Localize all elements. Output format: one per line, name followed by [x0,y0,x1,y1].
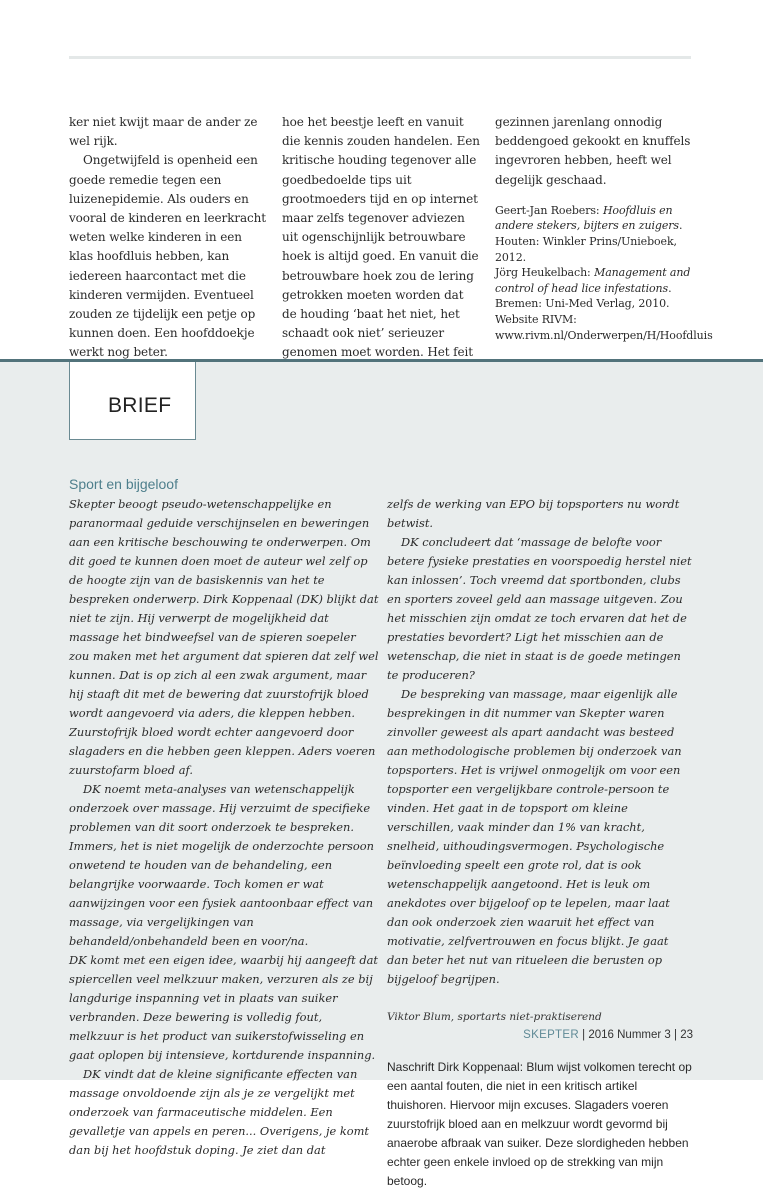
paragraph: De bespreking van massage, maar eigenlijk alle besprekingen in dit nummer van Skepter waren zinvoller geweest als apart aandacht was besteed aan methodologische problemen bij onderzoek van topsporters. Het is vrijwel onmogelijk om voor een topsporter een vergelijkbare controle-persoon te vinden. Het gaat in de topsport om kleine verschillen, vaak minder dan 1% van kracht, snelheid, uithoudingsvermogen. Psychologische beïnvloeding speelt een grote rol, dat is ook wetenschappelijk aangetoond. Het is leuk om anekdotes over bijgeloof op te lepelen, maar laat dan ook onderzoek zien waaruit het effect van motivatie, zelfvertrouwen en focus blijkt. Je gaat dan beter het nut van ritueleen die berusten op bijgeloof begrijpen. [387,687,682,986]
paragraph: DK noemt meta-analyses van wetenschappelijk onderzoek over massage. Hij verzuimt de specifieke problemen van dit soort onderzoek te bespreken. Immers, het is niet mogelijk de onderzochte persoon onwetend te houden van de behandeling, een belangrijke voorwaarde. Toch komen er wat aanwijzingen voor een fysiek aantoonbaar effect van massage, via vergelijkingen van behandeld/onbehandeld been en voor/na. [69,782,374,948]
references [495,203,713,343]
section-label-box [69,362,196,440]
text-column-2 [282,113,481,382]
paragraph: hoe het beestje leeft en vanuit die kennis zouden handelen. Een kritische houding tegenover alle goedbedoelde tips uit grootmoeders tijd en op internet maar zelfs tegenover adviezen uit ogenschijnlijk betrouwbare hoek is altijd goed. En vanuit die betrouwbare hoek zou de lering getrokken moeten worden dat de houding ‘baat het niet, het schaadt ook niet’ serieuzer genomen moet worden. Het feit [282,115,480,360]
top-rule [69,56,691,59]
issue-label: 2016 Nummer 3 [588,1029,671,1041]
paragraph: zelfs de werking van EPO bij topsporters nu wordt betwist. [387,497,680,530]
paragraph: Skepter beoogt pseudo-wetenschappelijke en paranormaal geduide verschijnselen en beweringen aan een kritische beschouwing te onderwerpen. Om dit goed te kunnen doen moet de auteur wel zelf op de hoogte zijn van de basiskennis van het te bespreken onderwerp. Dirk Koppenaal (DK) blijkt dat niet te zijn. Hij verwerpt de mogelijkheid dat massage het bindweefsel van de spieren soepeler zou maken met het argument dat spieren dat zelf wel kunnen. Dat is op zich al een zwak argument, maar hij staaft dit met de bewering dat zuurstofrijk bloed wordt aangevoerd via aders, die kleppen hebben. Zuurstofrijk bloed wordt echter aangevoerd door slagaders en die hebben geen kleppen. Aders voeren zuurstofarm bloed af. [69,497,379,777]
paragraph: Ongetwijfeld is openheid een goede remedie tegen een luizenepidemie. Als ouders en vooral de kinderen en leerkracht weten welke kinderen in een klas hoofdluis hebben, kan iedereen haarcontact met die kinderen vermijden. Eventueel zouden ze tijdelijk een petje op kunnen doen. Een hoofddoekje werkt nog beter. [69,153,267,360]
paragraph: gezinnen jarenlang onnodig beddengoed gekookt en knuffels ingevroren hebben, heeft wel degelijk geschaad. [495,115,691,187]
section-label: BRIEF [108,394,172,417]
reference-item: Geert-Jan Roebers: Hoofdluis en andere stekers, bijters en zuigers. Houten: Winkler Prins/Unieboek, 2012. [495,203,683,264]
page-footer: SKEPTER | 2016 Nummer 3 | 23 [523,1029,693,1041]
paragraph: DK komt met een eigen idee, waarbij hij aangeeft dat spiercellen veel melkzuur maken, verzuren als ze bij langdurige inspanning vet in plaats van suiker verbranden. Deze bewering is volledig fout, melkzuur is het product van suikerstofwisseling en gaat oplopen bij intensieve, kortdurende inspanning. [69,953,378,1062]
paragraph: DK concludeert dat ‘massage de belofte voor betere fysieke prestaties en voorspoedig herstel niet kan inlossen’. Toch vreemd dat sportbonden, clubs en sporters zoveel geld aan massage uitgeven. Zou het misschien zijn omdat ze toch ervaren dat het de prestaties bevordert? Ligt het misschien aan de wetenschap, die niet in staat is de goede metingen te produceren? [387,535,692,682]
text-column-3 [495,113,713,343]
article-continuation [0,113,763,360]
brief-section [0,359,763,1188]
reference-item: Jörg Heukelbach: Management and control of head lice infestations. Bremen: Uni-Med Verlag, 2010. [495,266,691,311]
reference-item: Website RIVM: www.rivm.nl/Onderwerpen/H/Hoofdluis [495,312,713,342]
editor-reply: Naschrift Dirk Koppenaal: Blum wijst volkomen terecht op een aantal fouten, die niet in een kritisch artikel thuishoren. Hiervoor mijn excuses. Slagaders voeren zuurstofrijk bloed aan en melkzuur wordt gevormd bij anaerobe afbraak van suiker. Deze slordigheden hebben echter geen enkele invloed op de strekking van mijn betoog. [387,1060,692,1188]
paragraph: ker niet kwijt maar de ander ze wel rijk. [69,115,258,149]
letter-column-1 [69,495,379,1160]
paragraph: DK vindt dat de kleine significante effecten van massage onvoldoende zijn als je ze vergelijkt met onderzoek van farmaceutische middelen. Een gevalletje van appels en peren... Overigens, je komt dan bij het hoofdstuk doping. Je ziet dan dat [69,1067,369,1157]
page-number: 23 [680,1029,693,1041]
text-column-1 [69,113,268,401]
letter-column-2 [387,495,693,1191]
letter-title: Sport en bijgeloof [69,476,178,492]
magazine-name: SKEPTER [523,1029,579,1041]
letter-signature: Viktor Blum, sportarts niet-praktiserend [387,1011,602,1023]
